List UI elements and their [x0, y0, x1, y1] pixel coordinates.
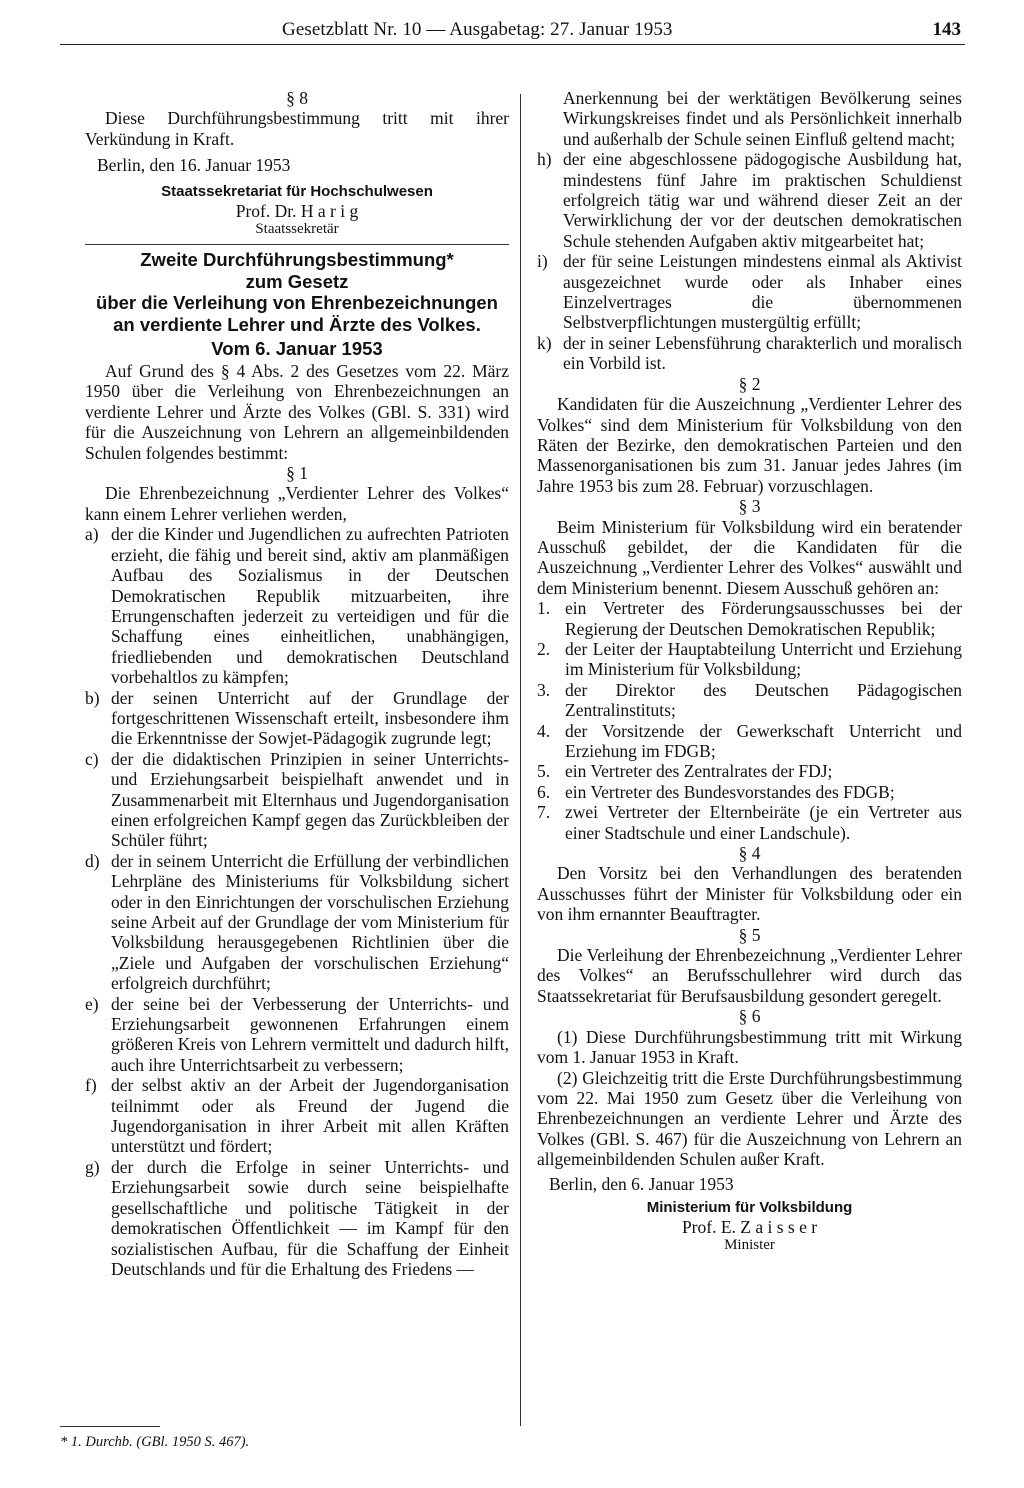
- item-label: b): [85, 687, 100, 708]
- member-number: 7.: [537, 802, 551, 823]
- item-text: der selbst aktiv an der Arbeit der Jugendorganisation teilnimmt oder als Freund der Jugend die Jugendorganisation in ihrer Arbeit mit allen Kräften unterstützt und fördert;: [111, 1075, 509, 1157]
- list-item: [85, 688, 509, 749]
- item-text: der die Kinder und Jugendlichen zu aufrechten Patrioten erzieht, die fähig und bereit sind, aktiv am planmäßigen Aufbau des Sozialismus in der Deutschen Demokratischen Republik mitzuarbeiten, ihre Errungenschaften jederzeit zu verteidigen und für die Schaffung eines einheitlichen, unabhängigen, friedliebenden und demokratischen Deutschland vorbehaltlos zu kämpfen;: [111, 524, 509, 688]
- item-text: der durch die Erfolge in seiner Unterrichts- und Erziehungsarbeit sowie durch seine beispielhafte gesellschaftliche und politische Tätigkeit in der demokratischen Öffentlichkeit — im Kampf für den sozialistischen Aufbau, für die Schaffung der Einheit Deutschlands und für die Erhaltung des Friedens —: [111, 1156, 509, 1279]
- running-head: Gesetzblatt Nr. 10 — Ausgabetag: 27. Januar 1953: [282, 19, 673, 40]
- member-number: 2.: [537, 638, 551, 659]
- list-item: [537, 333, 962, 374]
- member-item: [537, 721, 962, 762]
- par5-text: Die Verleihung der Ehrenbezeichnung „Verdienter Lehrer des Volkes“ an Berufsschullehrer wird durch das Staatssekretariat für Berufsausbildung gesondert geregelt.: [537, 945, 962, 1006]
- item-label: h): [537, 149, 552, 170]
- member-text: ein Vertreter des Förderungsausschusses bei der Regierung der Deutschen Demokratischen Republik;: [565, 598, 962, 639]
- par4-heading: § 4: [738, 843, 761, 864]
- item-text: der seine bei der Verbesserung der Unterrichts- und Erziehungsarbeit gewonnenen Erfahrungen einem größeren Kreis von Lehrern vermittelt und dadurch hilft, auch ihre Unterrichtsarbeit zu verbessern;: [111, 993, 509, 1075]
- member-item: [537, 761, 962, 781]
- member-item: [537, 802, 962, 843]
- member-number: 4.: [537, 720, 551, 741]
- member-text: ein Vertreter des Bundesvorstandes des FDGB;: [565, 781, 895, 802]
- par5-heading: § 5: [738, 924, 761, 945]
- item-label: a): [85, 524, 99, 545]
- item-label: g): [85, 1156, 100, 1177]
- member-text: der Vorsitzende der Gewerkschaft Unterricht und Erziehung im FDGB;: [565, 720, 962, 761]
- section-rule: [85, 244, 509, 245]
- signature-title-right: Minister: [724, 1237, 775, 1254]
- item-text: der seinen Unterricht auf der Grundlage der fortgeschrittenen Wissenschaft erteilt, insbesondere ihm die Erkenntnisse der Sowjet-Pädagogik zugrunde legt;: [111, 687, 509, 749]
- decree-title-2: zum Gesetz: [245, 270, 349, 292]
- list-item: [85, 749, 509, 851]
- list-item: [85, 524, 509, 687]
- list-item: [85, 851, 509, 994]
- member-item: [537, 782, 962, 802]
- item-label: k): [537, 332, 552, 353]
- member-text: der Leiter der Hauptabteilung Unterricht und Erziehung im Ministerium für Volksbildung;: [565, 638, 962, 680]
- signature-name-right: Prof. E. Z a i s s e r: [681, 1216, 818, 1237]
- par1-heading: § 1: [286, 463, 308, 484]
- par2-heading: § 2: [738, 373, 761, 394]
- member-number: 1.: [537, 598, 551, 619]
- item-label: i): [537, 251, 548, 272]
- footnote: * 1. Durchb. (GBl. 1950 S. 467).: [60, 1434, 250, 1450]
- par3-text: Beim Ministerium für Volksbildung wird ein beratender Ausschuß gebildet, der die Kandidaten für die Auszeichnung „Verdienter Lehrer des Volkes“ auswählt und dem Ministerium benennt. Diesem Ausschuß gehören an:: [537, 516, 962, 598]
- member-number: 5.: [537, 761, 551, 782]
- signature-name-left: Prof. Dr. H a r i g: [235, 200, 359, 221]
- date-right: Berlin, den 6. Januar 1953: [549, 1173, 734, 1194]
- item-text: der für seine Leistungen mindestens einmal als Aktivist ausgezeichnet wurde oder als Inhaber eines Einzelvertrages die übernommenen Selbstverpflichtungen mustergültig erfüllt;: [563, 251, 962, 333]
- list-item-continuation: [537, 88, 962, 149]
- item-text: der in seinem Unterricht die Erfüllung der verbindlichen Lehrpläne des Ministeriums für Volksbildung sichert oder in den Einrichtungen der vorschulischen Erziehung seine Arbeit auf der Grundlage der vom Ministerium für Volksbildung herausgegebenen Richtlinien über die „Ziele und Aufgaben der vorschulischen Erziehung“ erfolgreich durchführt;: [111, 850, 509, 994]
- member-item: [537, 598, 962, 639]
- item-label: e): [85, 993, 99, 1014]
- list-item: [85, 1157, 509, 1279]
- list-item: [85, 1075, 509, 1157]
- item-text: der in seiner Lebensführung charakterlich und moralisch ein Vorbild ist.: [563, 332, 962, 374]
- item-label: c): [85, 748, 99, 769]
- item-label: f): [85, 1075, 97, 1096]
- member-text: zwei Vertreter der Elternbeiräte (je ein Vertreter aus einer Stadtschule und einer Landschule).: [565, 802, 962, 843]
- list-item: [85, 994, 509, 1076]
- preamble: Auf Grund des § 4 Abs. 2 des Gesetzes vom 22. März 1950 über die Verleihung von Ehrenbezeichnungen an verdiente Lehrer und Ärzte des Volkes (GBl. S. 331) wird für die Auszeichnung von Lehrern an allgemeinbildenden Schulen folgendes bestimmt:: [85, 361, 509, 463]
- member-item: [537, 680, 962, 721]
- par3-heading: § 3: [738, 496, 761, 517]
- signature-title-left: Staatssekretär: [255, 221, 339, 238]
- member-text: der Direktor des Deutschen Pädagogischen Zentralinstituts;: [565, 679, 962, 721]
- page-header: [60, 16, 965, 45]
- list-item: [537, 149, 962, 251]
- decree-title-4: an verdiente Lehrer und Ärzte des Volkes.: [113, 313, 481, 335]
- signature-org-right: Ministerium für Volksbildung: [646, 1198, 853, 1216]
- left-column: [85, 88, 509, 1279]
- list-item: [537, 251, 962, 333]
- par2-text: Kandidaten für die Auszeichnung „Verdienter Lehrer des Volkes“ sind dem Ministerium für Volksbildung von den Räten der Bezirke, den demokratischen Parteien und den Massenorganisationen bis zum 31. Januar jedes Jahres (im Jahre 1953 bis zum 28. Februar) vorzuschlagen.: [537, 394, 962, 496]
- member-item: [537, 639, 962, 680]
- par8-text: Diese Durchführungsbestimmung tritt mit ihrer Verkündung in Kraft.: [85, 108, 509, 149]
- item-text: der die didaktischen Prinzipien in seiner Unterrichts- und Erziehungsarbeit beispielhaft anwendet und in Zusammenarbeit mit Elternhaus und Jugendorganisation einen erfolgreichen Kampf gegen das Zurückbleiben der Schüler führt;: [111, 748, 509, 851]
- par8-heading: § 8: [286, 88, 308, 108]
- par4-text: Den Vorsitz bei den Verhandlungen des beratenden Ausschusses führt der Minister für Volksbildung oder ein von ihm ernannter Beauftragter.: [537, 863, 962, 925]
- member-number: 3.: [537, 679, 551, 700]
- par6-text-1: (1) Diese Durchführungsbestimmung tritt mit Wirkung vom 1. Januar 1953 in Kraft.: [537, 1026, 962, 1068]
- decree-title-3: über die Verleihung von Ehrenbezeichnungen: [96, 292, 498, 314]
- page-number: 143: [932, 19, 961, 40]
- column-divider: [520, 94, 521, 1426]
- item-text: der eine abgeschlossene pädogogische Ausbildung hat, mindestens fünf Jahre im praktischen Schuldienst erfolgreich tätig war und während dieser Zeit an der Verwirklichung der vor der deutschen demokratischen Schule stehenden Aufgaben aktiv mitgearbeitet hat;: [563, 149, 962, 251]
- signature-org-left: Staatssekretariat für Hochschulwesen: [161, 182, 433, 200]
- item-text: Anerkennung bei der werktätigen Bevölkerung seines Wirkungskreises findet und als Persönlichkeit innerhalb und außerhalb der Schule seinen Einfluß geltend macht;: [563, 88, 962, 149]
- par1-intro: Die Ehrenbezeichnung „Verdienter Lehrer des Volkes“ kann einem Lehrer verliehen werden,: [85, 483, 509, 524]
- member-text: ein Vertreter des Zentralrates der FDJ;: [565, 761, 833, 782]
- member-number: 6.: [537, 781, 551, 802]
- footnote-rule: [60, 1426, 160, 1427]
- right-column: [537, 88, 962, 1254]
- decree-date: Vom 6. Januar 1953: [211, 338, 383, 360]
- item-label: d): [85, 850, 100, 871]
- date-left: Berlin, den 16. Januar 1953: [97, 155, 291, 176]
- decree-title-1: Zweite Durchführungsbestimmung*: [140, 249, 454, 271]
- par6-heading: § 6: [738, 1006, 761, 1027]
- par6-text-2: (2) Gleichzeitig tritt die Erste Durchführungsbestimmung vom 22. Mai 1950 zum Gesetz über die Verleihung von Ehrenbezeichnungen an verdiente Lehrer und Ärzte des Volkes (GBl. S. 467) für die Auszeichnung von Lehrern an allgemeinbildenden Schulen außer Kraft.: [537, 1067, 962, 1170]
